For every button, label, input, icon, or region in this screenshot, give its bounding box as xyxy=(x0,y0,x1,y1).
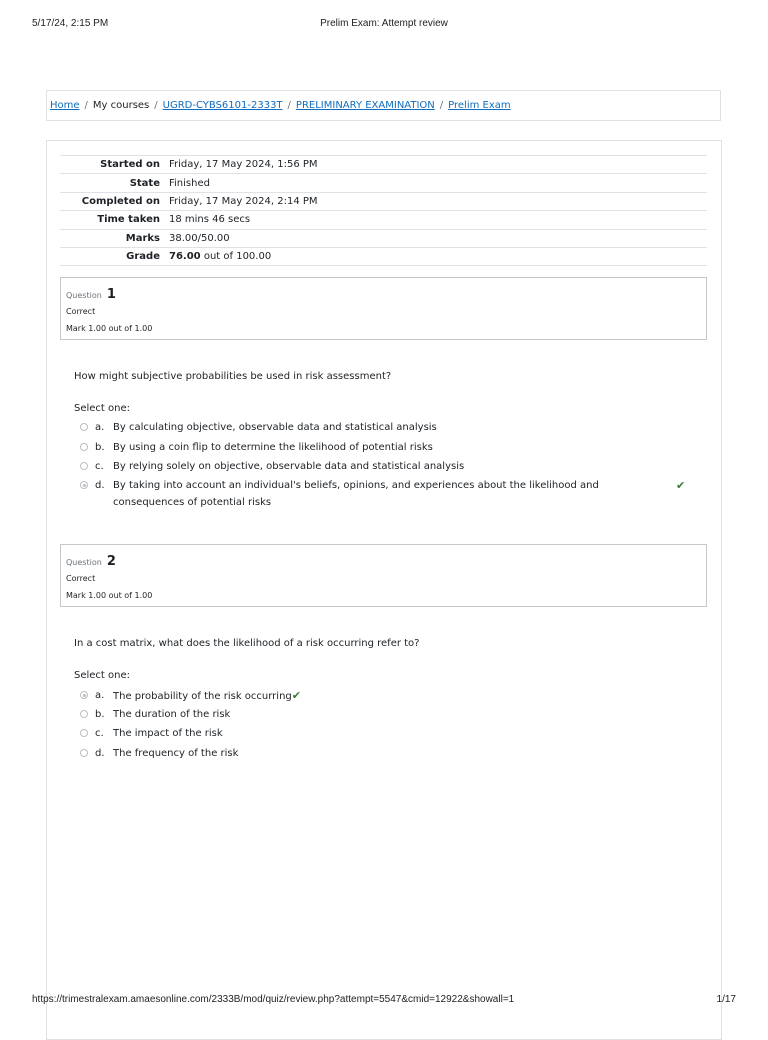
breadcrumb-course-link[interactable]: UGRD-CYBS6101-2333T xyxy=(162,100,283,111)
option-letter: d. xyxy=(95,748,105,759)
option-text: The duration of the risk xyxy=(113,709,231,720)
breadcrumb-quiz-link[interactable]: Prelim Exam xyxy=(448,100,511,111)
answer-option[interactable] xyxy=(80,706,690,723)
radio-button[interactable] xyxy=(80,462,88,470)
answer-option[interactable] xyxy=(80,725,690,742)
summary-row-started xyxy=(60,156,707,174)
summary-value: 18 mins 46 secs xyxy=(169,214,251,226)
attempt-summary-table xyxy=(60,155,707,266)
summary-label: Completed on xyxy=(81,195,160,207)
breadcrumb-home-link[interactable]: Home xyxy=(50,100,80,111)
option-text: The probability of the risk occurring xyxy=(113,691,292,702)
option-text: The frequency of the risk xyxy=(113,748,239,759)
summary-row-completed xyxy=(60,192,707,210)
summary-label: Marks xyxy=(125,232,160,244)
summary-value: 38.00/50.00 xyxy=(169,232,230,244)
option-letter: b. xyxy=(95,709,105,720)
answer-option[interactable] xyxy=(80,419,690,436)
radio-button[interactable] xyxy=(80,729,88,737)
breadcrumb-section-link[interactable]: PRELIMINARY EXAMINATION xyxy=(295,100,435,111)
option-letter: c. xyxy=(95,728,104,739)
question-info-1 xyxy=(60,277,707,340)
question-state: Correct xyxy=(66,307,96,316)
question-number: 2 xyxy=(106,554,116,569)
answer-option-selected[interactable] xyxy=(80,477,690,511)
radio-button[interactable] xyxy=(80,710,88,718)
option-letter: a. xyxy=(95,690,105,701)
option-letter: b. xyxy=(95,442,105,453)
option-letter: c. xyxy=(95,461,104,472)
radio-button[interactable] xyxy=(80,749,88,757)
question-text: In a cost matrix, what does the likelihood of a risk occurring refer to? xyxy=(74,638,420,649)
radio-button[interactable] xyxy=(80,443,88,451)
breadcrumb xyxy=(46,90,721,121)
summary-label: Started on xyxy=(100,159,160,171)
question-label: Question xyxy=(66,291,102,300)
print-url: https://trimestralexam.amaesonline.com/2333B/mod/quiz/review.php?attempt=5547&cmid=12922&showall=1 xyxy=(32,994,515,1005)
option-text-wrap xyxy=(113,687,643,705)
question-text: How might subjective probabilities be used in risk assessment? xyxy=(74,371,392,382)
question-label: Question xyxy=(66,558,102,567)
answer-option-selected[interactable] xyxy=(80,687,690,705)
summary-value xyxy=(169,247,707,265)
question-mark: Mark 1.00 out of 1.00 xyxy=(66,591,153,600)
summary-row-marks xyxy=(60,229,707,247)
question-info-2 xyxy=(60,544,707,607)
question-mark: Mark 1.00 out of 1.00 xyxy=(66,324,153,333)
summary-row-state xyxy=(60,174,707,192)
summary-label: Time taken xyxy=(97,214,160,226)
breadcrumb-separator: / xyxy=(154,100,158,111)
answer-option[interactable] xyxy=(80,458,690,475)
print-title: Prelim Exam: Attempt review xyxy=(320,18,448,29)
summary-value: Finished xyxy=(169,177,210,189)
radio-button[interactable] xyxy=(80,423,88,431)
print-page-number: 1/17 xyxy=(716,994,736,1005)
grade-value: 76.00 xyxy=(169,251,201,263)
summary-row-grade xyxy=(60,247,707,265)
question-number: 1 xyxy=(106,287,116,302)
question-state: Correct xyxy=(66,574,96,583)
summary-label: State xyxy=(129,177,160,189)
check-icon: ✔ xyxy=(291,689,301,702)
select-one-prompt: Select one: xyxy=(74,403,131,414)
radio-button-checked[interactable] xyxy=(80,691,88,699)
option-letter: a. xyxy=(95,422,105,433)
breadcrumb-my-courses: My courses xyxy=(92,100,150,111)
select-one-prompt: Select one: xyxy=(74,670,131,681)
option-text: By using a coin flip to determine the likelihood of potential risks xyxy=(113,442,433,453)
option-text: The impact of the risk xyxy=(113,728,223,739)
option-text: By calculating objective, observable data and statistical analysis xyxy=(113,422,437,433)
print-datetime: 5/17/24, 2:15 PM xyxy=(32,18,109,29)
option-text: By taking into account an individual's beliefs, opinions, and experiences about the likelihood and consequences of potential risks xyxy=(113,480,599,508)
breadcrumb-separator: / xyxy=(439,100,444,111)
summary-value: Friday, 17 May 2024, 2:14 PM xyxy=(169,195,318,207)
summary-value: Friday, 17 May 2024, 1:56 PM xyxy=(169,159,318,171)
option-letter: d. xyxy=(95,480,105,491)
answer-option[interactable] xyxy=(80,439,690,456)
radio-button-checked[interactable] xyxy=(80,481,88,489)
option-text: By relying solely on objective, observable data and statistical analysis xyxy=(113,461,465,472)
answer-option[interactable] xyxy=(80,745,690,762)
grade-suffix: out of 100.00 xyxy=(203,251,272,263)
breadcrumb-separator: / xyxy=(84,100,88,111)
check-icon: ✔ xyxy=(676,479,686,492)
summary-row-time-taken xyxy=(60,211,707,229)
breadcrumb-separator: / xyxy=(287,100,291,111)
summary-label: Grade xyxy=(126,251,160,263)
